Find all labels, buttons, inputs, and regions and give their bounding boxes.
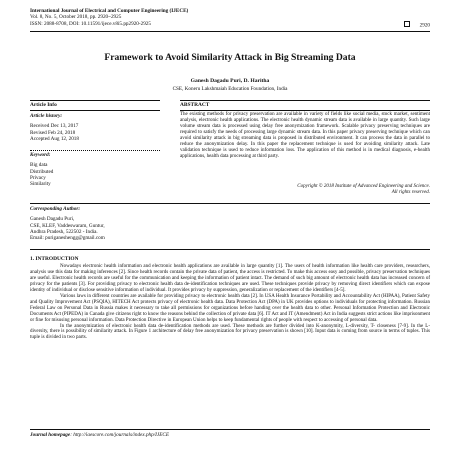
revised-date: Revised Feb 24, 2018 — [30, 129, 76, 136]
corresponding-line: Ganesh Dagadu Puri, — [30, 216, 75, 223]
abstract-top-rule — [180, 100, 430, 101]
keyword-heading: Keyword: — [30, 152, 51, 158]
article-info-top-rule — [30, 100, 160, 101]
paragraph: In the anonymization of electronic health data de-identification methods are used. These methods are further divided into K-anonymity, L-diversity, T- closeness [7-9]. In the L-diversity, there is possibility of similarity attack. In Figure 1 architecture of delay free anonymization for privacy preservation is shown [10]. Input data is coming from source in terms of tuples. This tuple is divided in two parts. — [30, 323, 430, 341]
journal-volume: Vol. 8, No. 5, October 2018, pp. 2920~2925 — [30, 14, 122, 21]
article-history — [30, 113, 160, 142]
page-number — [404, 21, 430, 29]
abstract-mid-rule — [180, 110, 430, 111]
corresponding-top-rule — [30, 203, 430, 204]
paragraph: Nowadays electronic health information and electronic health applications are available in large quantity [1]. The users of health information like health care providers, researchers, analysis use this data for making inferences [2]. Since health records contain the private data of patient, the access is restricted. To make this access easy and possible, privacy preservation techniques are useful. Electronic health records are useful for the communication and keeping the information of patient intact. The demand of such big amount of electronic health data has increased concern of privacy for the patients [3]. For providing privacy to electronic health data de-identification techniques are used. These techniques provide privacy by removing direct identifiers which can expose identity of individual or disclose sensitive information of individual. It provides privacy by suppression, generalization or replacement of the identifiers [4-5]. — [30, 264, 430, 293]
copyright-line: Copyright © 2018 Institute of Advanced Engineering and Science. — [297, 184, 430, 189]
article-info-mid-rule — [30, 110, 160, 111]
footer-label: Journal homepage — [30, 432, 71, 438]
keyword-item: Distributed — [30, 168, 54, 175]
footer-divider — [30, 429, 430, 430]
paper-authors: Ganesh Dagadu Puri, D. Haritha — [190, 78, 270, 84]
copyright-line: All rights reserved. — [391, 190, 430, 195]
journal-name: International Journal of Electrical and Computer Engineering (IJECE) — [30, 8, 189, 14]
page-number-text: 2920 — [419, 22, 430, 29]
issn-row — [30, 21, 430, 27]
paper-title: Framework to Avoid Similarity Attack in Big Streaming Data — [104, 52, 356, 63]
corresponding-heading: Corresponding Author: — [30, 206, 81, 212]
accepted-date: Accepted Aug 12, 2018 — [30, 135, 79, 142]
article-history-heading: Article history: — [30, 113, 63, 119]
journal-issn: ISSN: 2088-8708, DOI: 10.11591/ijece.v8i5.pp2920-2925 — [30, 20, 151, 27]
received-date: Received Dec 13, 2017 — [30, 123, 79, 130]
abstract-text: The existing methods for privacy preservation are available in variety of fields like social media, stock market, sentiment analysis, electronic health applications. The electronic health dynamic stream data is available in large quantity. Such large volume stream data is processed using delay free anonymization framework. Scalable privacy preserving techniques are required to satisfy the needs of processing large dynamic stream data. In this paper privacy preserving technique which can avoid similarity attack in big streaming data is proposed in distributed environment. It can process the data in parallel to reduce the anonymization delay. In this paper the replacement technique is used for avoiding similarity attack. Late validation technique is used to reduce information loss. The application of this method is in medical diagnosis, e-health applications, health data processing at third party. — [180, 112, 430, 159]
keywords — [30, 152, 160, 187]
journal-footer — [30, 432, 169, 438]
keyword-item: Big data — [30, 162, 48, 169]
journal-header — [30, 8, 430, 27]
square-icon — [404, 21, 410, 27]
corresponding-line: Andhra Pradesh, 522502 - India. — [30, 228, 98, 235]
keyword-divider — [30, 150, 160, 151]
header-divider — [30, 31, 430, 32]
corresponding-line: CSE, KLEF, Vaddeswaram, Guntur, — [30, 222, 105, 229]
article-info-heading: Article Info — [30, 102, 57, 108]
copyright — [180, 184, 430, 196]
introduction-heading: 1. INTRODUCTION — [30, 256, 79, 262]
corresponding-email: Email: puriganeshengg@gmail.com — [30, 235, 105, 242]
corresponding-author — [30, 206, 230, 241]
keyword-item: Privacy — [30, 174, 46, 181]
corresponding-bottom-rule — [30, 249, 430, 250]
introduction-body — [30, 264, 430, 341]
footer-url: : http://iaescore.com/journals/index.php/IJECE — [70, 432, 170, 438]
abstract-heading: ABSTRACT — [180, 102, 210, 108]
paragraph: Various laws in different countries are available for providing privacy to electronic health data [2]. In USA Health Insurance Portability and Accountability Act (HIPAA), Patient Safety and Quality Improvement Act (PSQIA), HITECH Act protects privacy of electronic health data. Data Protection Act (DPA) in UK provides options to individuals for protecting information. Russian Federal Law on Personal Data in Russia makes it necessary to take all permissions for organizations before handing over the health data to other. Personal Information Protection and Electronic Documents Act (PIPEDA) in Canada give citizens right to know the reasons behind the collection of private data [6]. IT Act and IT (Amendment) Act in India suggests strict actions like imprisonment or fine for misusing personal information. Data Protection Directive in European Union helps to keep fundamental rights of people with respect to accessing of personal data. — [30, 293, 430, 323]
paper-affiliation: CSE, Koneru Lakshmaiah Education Foundation, India — [172, 86, 288, 92]
keyword-item: Similarity — [30, 181, 51, 188]
